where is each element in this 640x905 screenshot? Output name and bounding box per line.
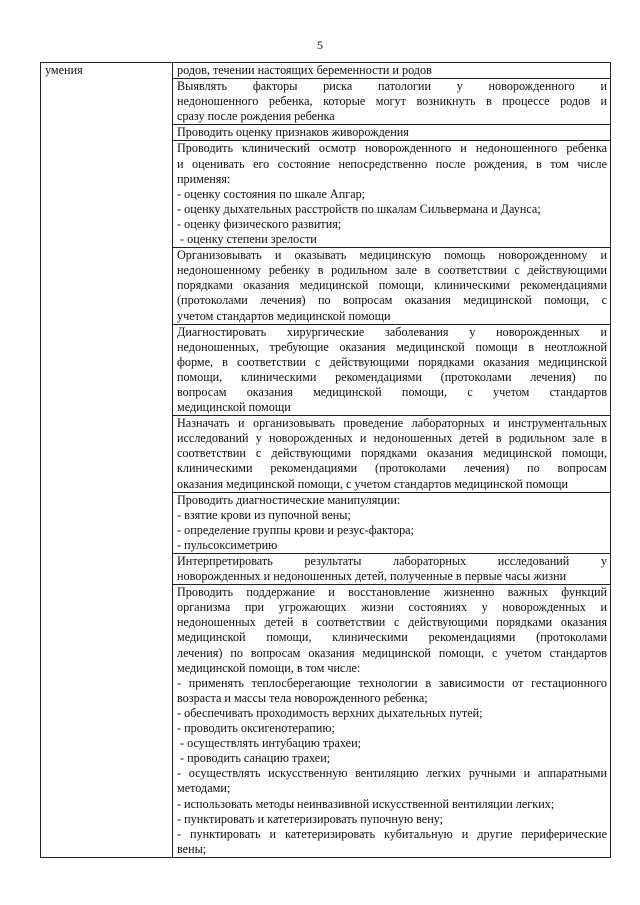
table-cell: [173, 63, 611, 79]
cell-line: сразу после рождения ребенка: [177, 109, 335, 124]
cell-line: и оценивать его состояние непосредственно после рождения, в том числе: [177, 156, 607, 171]
cell-line: недоношенного ребенка, которые могут возникнуть в процессе родов и: [177, 94, 607, 109]
list-item: - оценку степени зрелости: [177, 232, 317, 247]
cell-line: вопросам оказания медицинской помощи, с учетом стандартов: [177, 384, 607, 399]
cell-line: недоношенному ребенку в родильном зале в соответствии с действующими: [177, 263, 607, 278]
list-item: - оценку физического развития;: [177, 216, 342, 231]
cell-line: возраста и массы тела новорожденного ребенка;: [177, 690, 428, 705]
cell-line: (протоколами лечения) по вопросам оказания медицинской помощи, с: [177, 293, 607, 308]
cell-line: учетом стандартов медицинской помощи: [177, 308, 391, 323]
cell-line: форме, в соответствии с действующими порядками оказания медицинской: [177, 354, 607, 369]
table-cell: [173, 585, 611, 858]
list-item: - определение группы крови и резус-фактора;: [177, 522, 414, 537]
cell-line: соответствии с действующими порядками оказания медицинской помощи,: [177, 446, 607, 461]
cell-line: применяя:: [177, 171, 231, 186]
cell-line: Диагностировать хирургические заболевания у новорожденных и: [177, 324, 607, 339]
list-item: - взятие крови из пупочной вены;: [177, 507, 351, 522]
row-label-cell: [41, 63, 173, 858]
cell-line: помощи, клиническими рекомендациями (протоколами лечения) по: [177, 369, 607, 384]
table-cell: [173, 125, 611, 141]
list-item: - обеспечивать проходимость верхних дыхательных путей;: [177, 705, 483, 720]
cell-line: Проводить оценку признаков живорождения: [177, 125, 409, 140]
cell-line: медицинской помощи: [177, 400, 291, 415]
cell-line: новорожденных и недоношенных детей, полученные в первые часы жизни: [177, 569, 567, 584]
table-cell: [173, 141, 611, 248]
list-item: - пунктировать и катетеризировать кубитальную и другие периферические: [177, 826, 607, 841]
cell-line: Проводить поддержание и восстановление жизненно важных функций: [177, 585, 607, 600]
table-cell: [173, 416, 611, 492]
cell-line: Назначать и организовывать проведение лабораторных и инструментальных: [177, 416, 607, 431]
cell-line: медицинской помощи, клиническими рекомендациями (протоколами: [177, 630, 607, 645]
cell-line: клиническими рекомендациями (протоколами лечения) по вопросам: [177, 461, 607, 476]
list-item: - оценку состояния по шкале Апгар;: [177, 186, 366, 201]
list-item: - проводить оксигенотерапию;: [177, 721, 335, 736]
list-item: - пульсоксиметрию: [177, 537, 278, 552]
cell-line: Интерпретировать результаты лабораторных исследований у: [177, 554, 607, 568]
table-cell: [173, 248, 611, 324]
list-item: - применять теплосберегающие технологии в зависимости от гестационного: [177, 675, 607, 690]
cell-line: порядками оказания медицинской помощи, клиническими рекомендациями: [177, 278, 607, 293]
list-item: - осуществлять искусственную вентиляцию легких ручными и аппаратными: [177, 766, 607, 781]
list-item: - оценку дыхательных расстройств по шкалам Сильвермана и Даунса;: [177, 201, 541, 216]
table-cell: [173, 554, 611, 585]
cell-line: Проводить диагностические манипуляции:: [177, 492, 401, 507]
table-cell: [173, 324, 611, 416]
page-number: 5: [317, 38, 323, 52]
cell-line: Организовывать и оказывать медицинскую помощь новорожденному и: [177, 248, 607, 263]
cell-line: оказания медицинской помощи, с учетом стандартов медицинской помощи: [177, 476, 568, 491]
list-item: - проводить санацию трахеи;: [177, 751, 331, 766]
cell-line: медицинской помощи, в том числе:: [177, 660, 361, 675]
cell-line: организма при угрожающих жизни состояниях у новорожденных и: [177, 600, 607, 615]
cell-line: недоношенных детей в соответствии с действующими порядками оказания: [177, 615, 607, 630]
list-item: - использовать методы неинвазивной искусственной вентиляции легких;: [177, 796, 555, 811]
cell-line: родов, течении настоящих беременности и родов: [177, 63, 432, 77]
cell-line: исследований у новорожденных и недоношенных детей в родильном зале в: [177, 431, 607, 446]
table-cell: [173, 79, 611, 125]
cell-line: вены;: [177, 841, 207, 856]
cell-line: методами;: [177, 781, 231, 796]
list-item: - пунктировать и катетеризировать пупочную вену;: [177, 811, 444, 826]
list-item: - осуществлять интубацию трахеи;: [177, 736, 361, 751]
cell-line: недоношенных, требующие оказания медицинской помощи в неотложной: [177, 339, 607, 354]
table-cell: [173, 492, 611, 553]
table-row: [41, 63, 611, 79]
cell-line: лечения) по вопросам оказания медицинской помощи, с учетом стандартов: [177, 645, 607, 660]
row-label: умения: [45, 63, 83, 77]
cell-line: Проводить клинический осмотр новорожденного и недоношенного ребенка: [177, 141, 607, 156]
cell-line: Выявлять факторы риска патологии у новорожденного и: [177, 79, 607, 94]
skills-table: [40, 62, 611, 858]
